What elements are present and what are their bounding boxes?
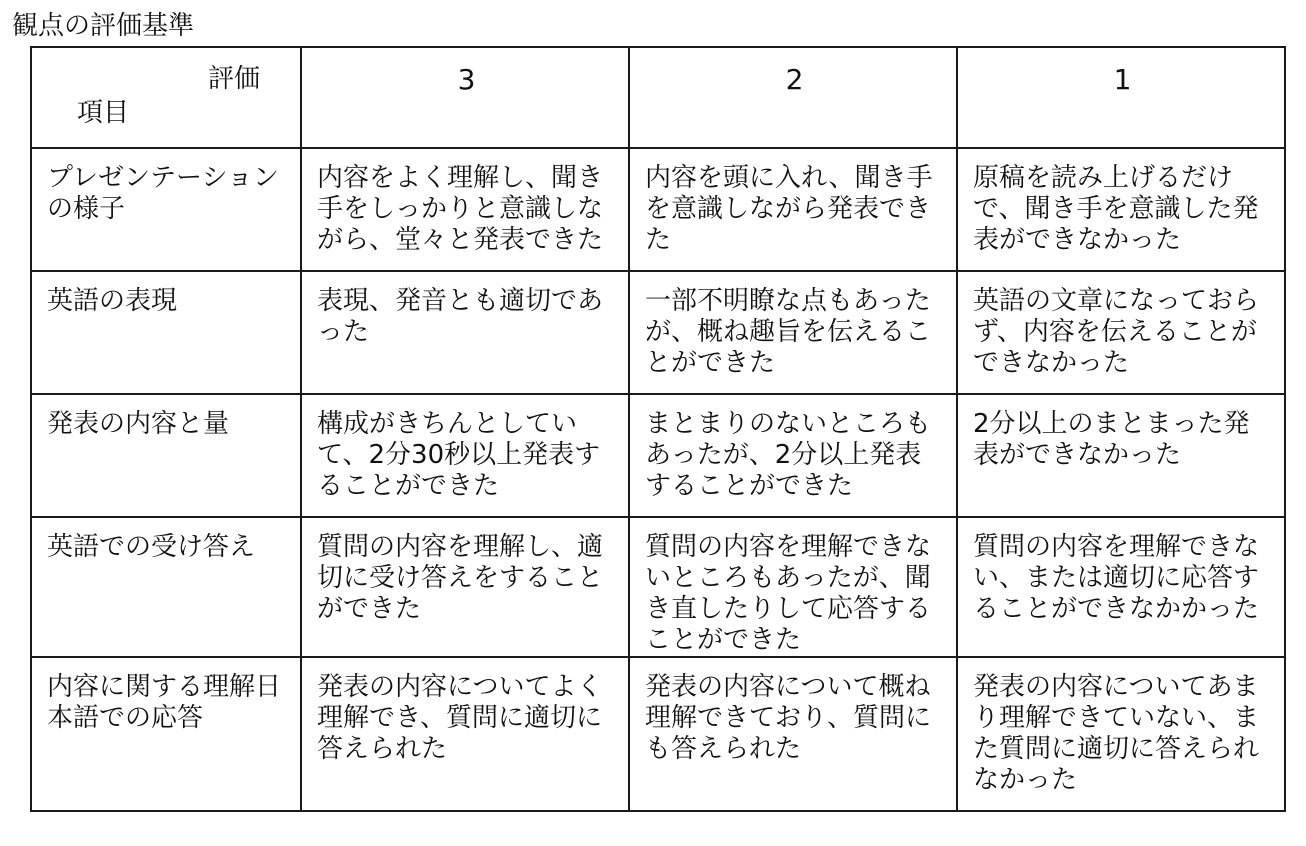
criteria-cell-level-1: 発表の内容についてあまり理解できていない、また質問に適切に答えられなかった (957, 657, 1285, 811)
table-row (31, 394, 1285, 517)
table-row (31, 271, 1285, 394)
criteria-cell-level-3: 表現、発音とも適切であった (301, 271, 629, 394)
criteria-cell-level-1: 質問の内容を理解できない、または適切に応答することができなかかった (957, 517, 1285, 657)
criteria-cell-level-3: 発表の内容についてよく理解でき、質問に適切に答えられた (301, 657, 629, 811)
header-level-2: 2 (629, 47, 957, 148)
criteria-cell-level-2: まとまりのないところもあったが、2分以上発表することができた (629, 394, 957, 517)
criteria-cell-level-2: 質問の内容を理解できないところもあったが、聞き直したりして応答することができた (629, 517, 957, 657)
row-item-label: 英語の表現 (31, 271, 301, 394)
criteria-cell-level-2: 一部不明瞭な点もあったが、概ね趣旨を伝えることができた (629, 271, 957, 394)
table-header-row (31, 47, 1285, 148)
header-evaluation-label: 評価 (207, 64, 260, 94)
criteria-cell-level-3: 質問の内容を理解し、適切に受け答えをすることができた (301, 517, 629, 657)
criteria-cell-level-1: 2分以上のまとまった発表ができなかった (957, 394, 1285, 517)
header-item-label: 項目 (77, 98, 130, 128)
page-title: 観点の評価基準 (12, 11, 195, 41)
row-item-label: 内容に関する理解日本語での応答 (31, 657, 301, 811)
header-level-3: 3 (301, 47, 629, 148)
evaluation-criteria-table (30, 46, 1286, 812)
criteria-cell-level-2: 内容を頭に入れ、聞き手を意識しながら発表できた (629, 148, 957, 271)
table-row (31, 517, 1285, 657)
criteria-cell-level-3: 内容をよく理解し、聞き手をしっかりと意識しながら、堂々と発表できた (301, 148, 629, 271)
table-row (31, 657, 1285, 811)
criteria-cell-level-2: 発表の内容について概ね理解できており、質問にも答えられた (629, 657, 957, 811)
table-row (31, 148, 1285, 271)
criteria-cell-level-1: 英語の文章になっておらず、内容を伝えることができなかった (957, 271, 1285, 394)
criteria-cell-level-3: 構成がきちんとしていて、2分30秒以上発表することができた (301, 394, 629, 517)
header-corner-cell (31, 47, 301, 148)
row-item-label: 発表の内容と量 (31, 394, 301, 517)
row-item-label: プレゼンテーションの様子 (31, 148, 301, 271)
criteria-cell-level-1: 原稿を読み上げるだけで、聞き手を意識した発表ができなかった (957, 148, 1285, 271)
row-item-label: 英語での受け答え (31, 517, 301, 657)
header-level-1: 1 (957, 47, 1285, 148)
